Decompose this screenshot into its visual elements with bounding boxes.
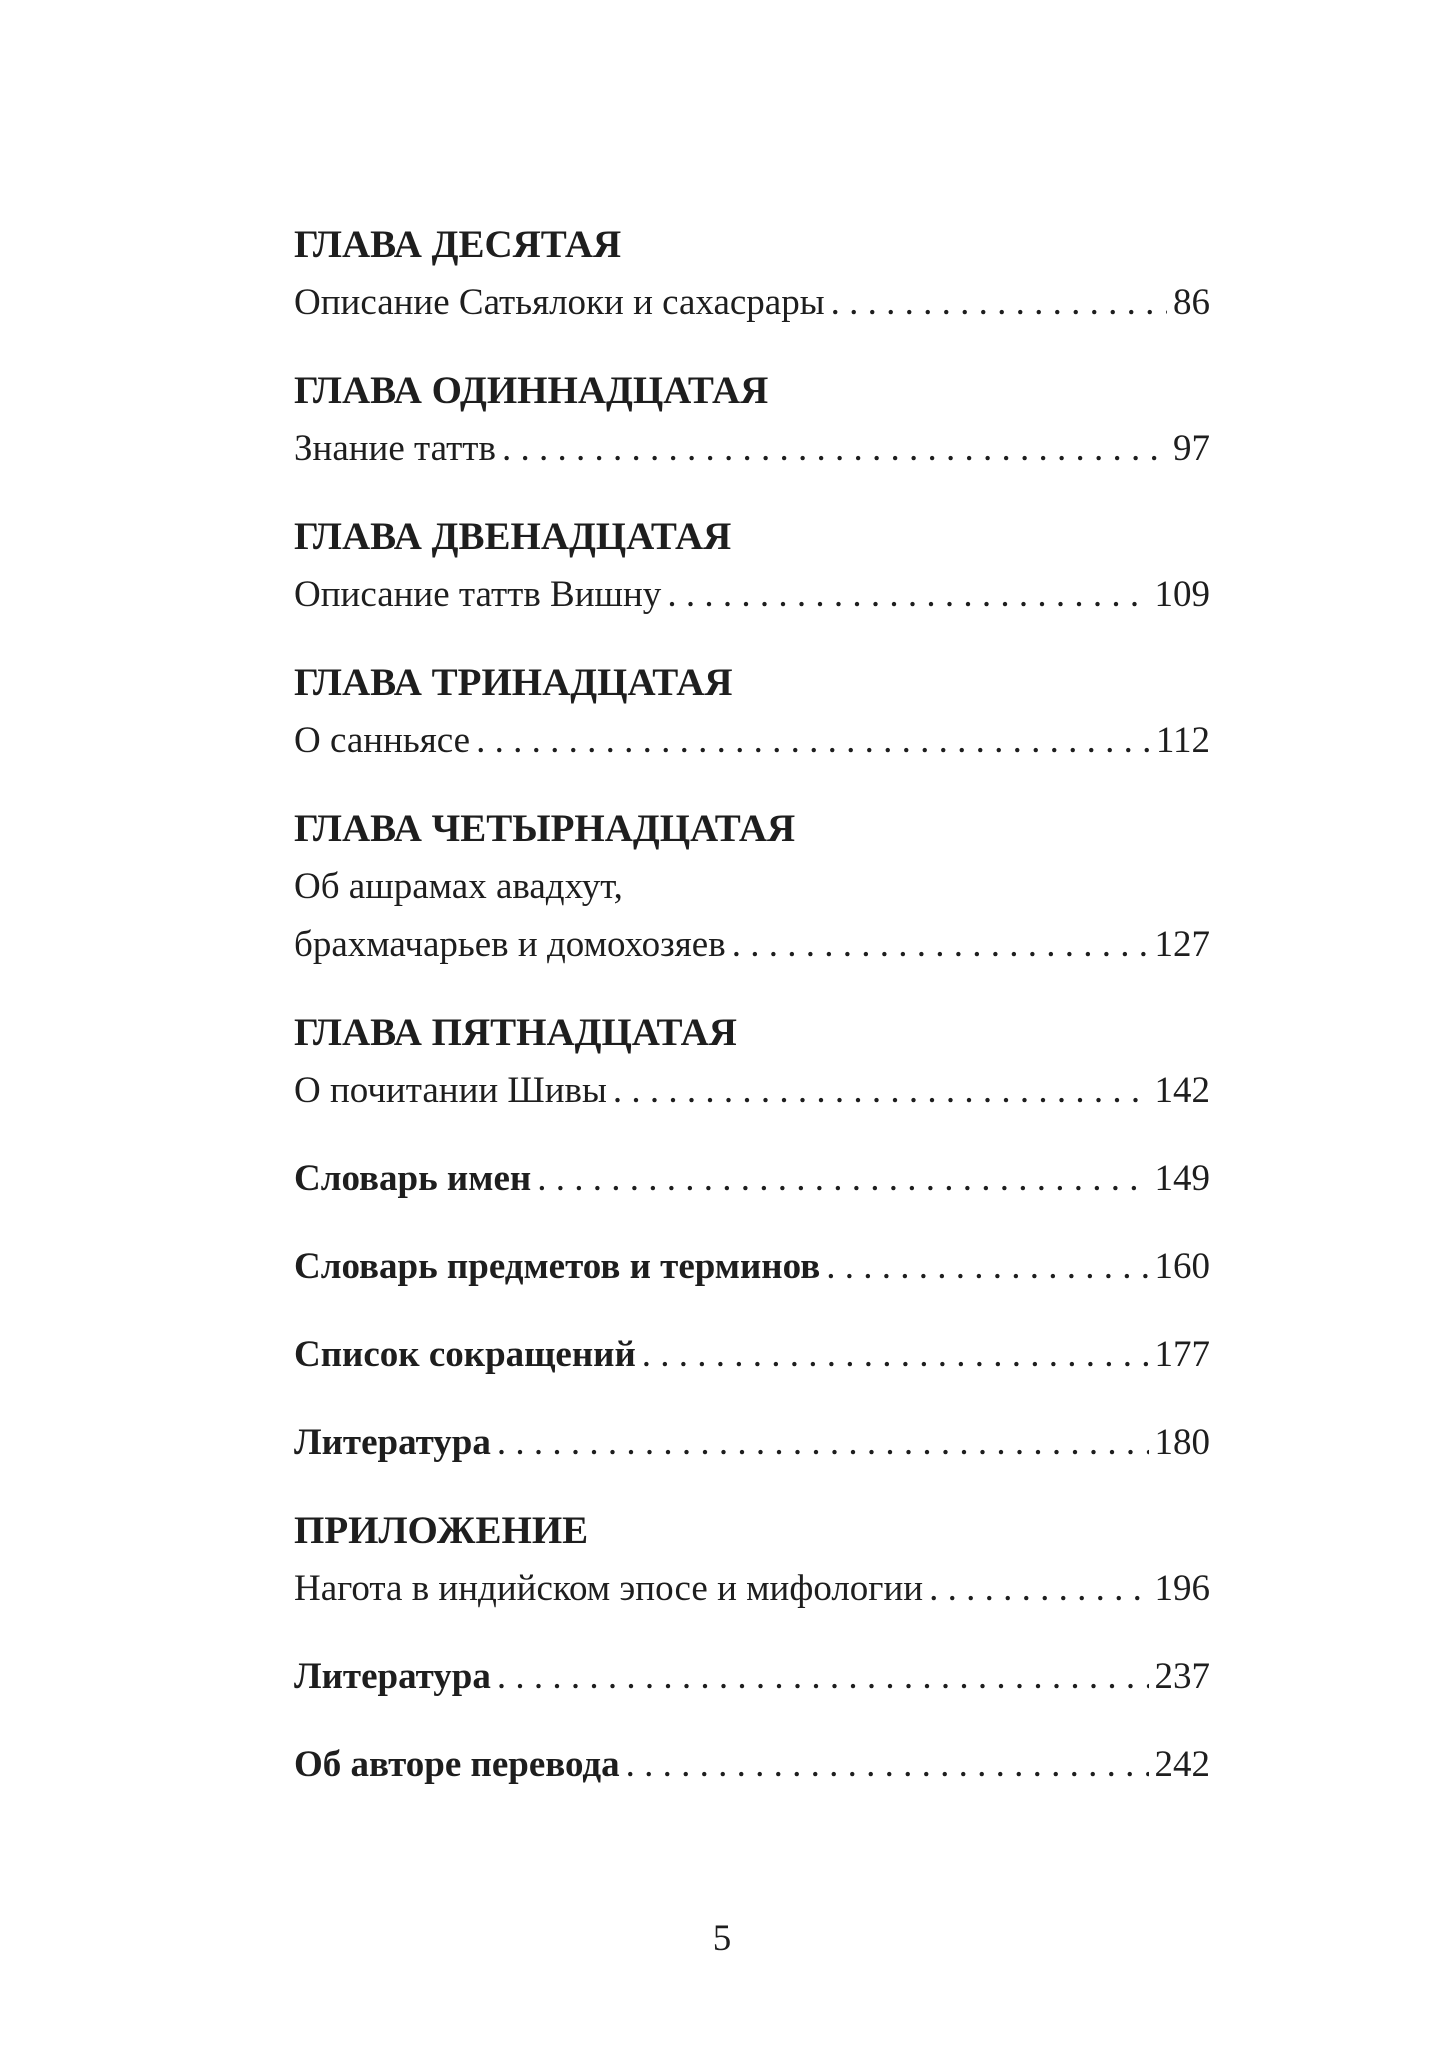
entry-page-number: 242 bbox=[1154, 1744, 1210, 1785]
toc-entry-terms-dictionary[interactable] bbox=[294, 1244, 1210, 1290]
toc-entry-appendix-literature[interactable] bbox=[294, 1654, 1210, 1700]
entry-title: О почитании Шивы bbox=[294, 1070, 607, 1111]
entry-page-number: 177 bbox=[1154, 1334, 1210, 1375]
toc-entry-chapter-11[interactable] bbox=[294, 426, 1210, 472]
entry-page-number: 149 bbox=[1154, 1158, 1210, 1199]
entry-page-number: 180 bbox=[1154, 1422, 1210, 1463]
dot-leader bbox=[537, 1156, 1148, 1202]
dot-leader bbox=[497, 1654, 1149, 1700]
entry-title: Об авторе перевода bbox=[294, 1744, 620, 1785]
toc-entry-appendix[interactable] bbox=[294, 1566, 1210, 1612]
entry-title: Словарь имен bbox=[294, 1158, 532, 1199]
entry-title: Описание таттв Вишну bbox=[294, 574, 662, 615]
toc-entry-chapter-13[interactable] bbox=[294, 718, 1210, 764]
toc-entry-about-translator[interactable] bbox=[294, 1742, 1210, 1788]
entry-page-number: 160 bbox=[1154, 1246, 1210, 1287]
toc-entry-chapter-12[interactable] bbox=[294, 572, 1210, 618]
entry-title: Литература bbox=[294, 1422, 491, 1463]
entry-title: Нагота в индийском эпосе и мифологии bbox=[294, 1568, 924, 1609]
dot-leader bbox=[732, 922, 1149, 968]
entry-page-number: 109 bbox=[1154, 574, 1210, 615]
dot-leader bbox=[667, 572, 1148, 618]
entry-title: Знание таттв bbox=[294, 428, 496, 469]
entry-title-line-1: Об ашрамах авадхут, bbox=[294, 866, 623, 907]
toc-entry-names-dictionary[interactable] bbox=[294, 1156, 1210, 1202]
entry-title: О санньясе bbox=[294, 720, 471, 761]
dot-leader bbox=[831, 280, 1167, 326]
entry-title: Описание Сатьялоки и сахасрары bbox=[294, 282, 825, 323]
dot-leader bbox=[929, 1566, 1148, 1612]
entry-page-number: 127 bbox=[1154, 924, 1210, 965]
dot-leader bbox=[642, 1332, 1149, 1378]
dot-leader bbox=[497, 1420, 1149, 1466]
entry-page-number: 237 bbox=[1154, 1656, 1210, 1697]
dot-leader bbox=[826, 1244, 1148, 1290]
dot-leader bbox=[502, 426, 1167, 472]
dot-leader bbox=[476, 718, 1150, 764]
chapter-13-heading: ГЛАВА ТРИНАДЦАТАЯ bbox=[294, 661, 733, 704]
entry-title: Литература bbox=[294, 1656, 491, 1697]
entry-page-number: 97 bbox=[1173, 428, 1210, 469]
toc-entry-chapter-14[interactable] bbox=[294, 922, 1210, 968]
toc-entry-chapter-15[interactable] bbox=[294, 1068, 1210, 1114]
entry-title: Словарь предметов и терминов bbox=[294, 1246, 821, 1287]
entry-page-number: 86 bbox=[1173, 282, 1210, 323]
entry-page-number: 142 bbox=[1154, 1070, 1210, 1111]
chapter-10-heading: ГЛАВА ДЕСЯТАЯ bbox=[294, 223, 622, 266]
toc-entry-literature[interactable] bbox=[294, 1420, 1210, 1466]
entry-title-line-2: брахмачарьев и домохозяев bbox=[294, 924, 726, 965]
appendix-heading: ПРИЛОЖЕНИЕ bbox=[294, 1509, 589, 1552]
page-number: 5 bbox=[712, 1918, 732, 1959]
dot-leader bbox=[626, 1742, 1149, 1788]
chapter-12-heading: ГЛАВА ДВЕНАДЦАТАЯ bbox=[294, 515, 732, 558]
chapter-11-heading: ГЛАВА ОДИННАДЦАТАЯ bbox=[294, 369, 769, 412]
entry-title: Список сокращений bbox=[294, 1334, 636, 1375]
entry-page-number: 112 bbox=[1155, 720, 1210, 761]
dot-leader bbox=[613, 1068, 1149, 1114]
chapter-15-heading: ГЛАВА ПЯТНАДЦАТАЯ bbox=[294, 1011, 737, 1054]
chapter-14-heading: ГЛАВА ЧЕТЫРНАДЦАТАЯ bbox=[294, 807, 796, 850]
toc-entry-chapter-10[interactable] bbox=[294, 280, 1210, 326]
entry-page-number: 196 bbox=[1154, 1568, 1210, 1609]
toc-entry-abbreviations[interactable] bbox=[294, 1332, 1210, 1378]
